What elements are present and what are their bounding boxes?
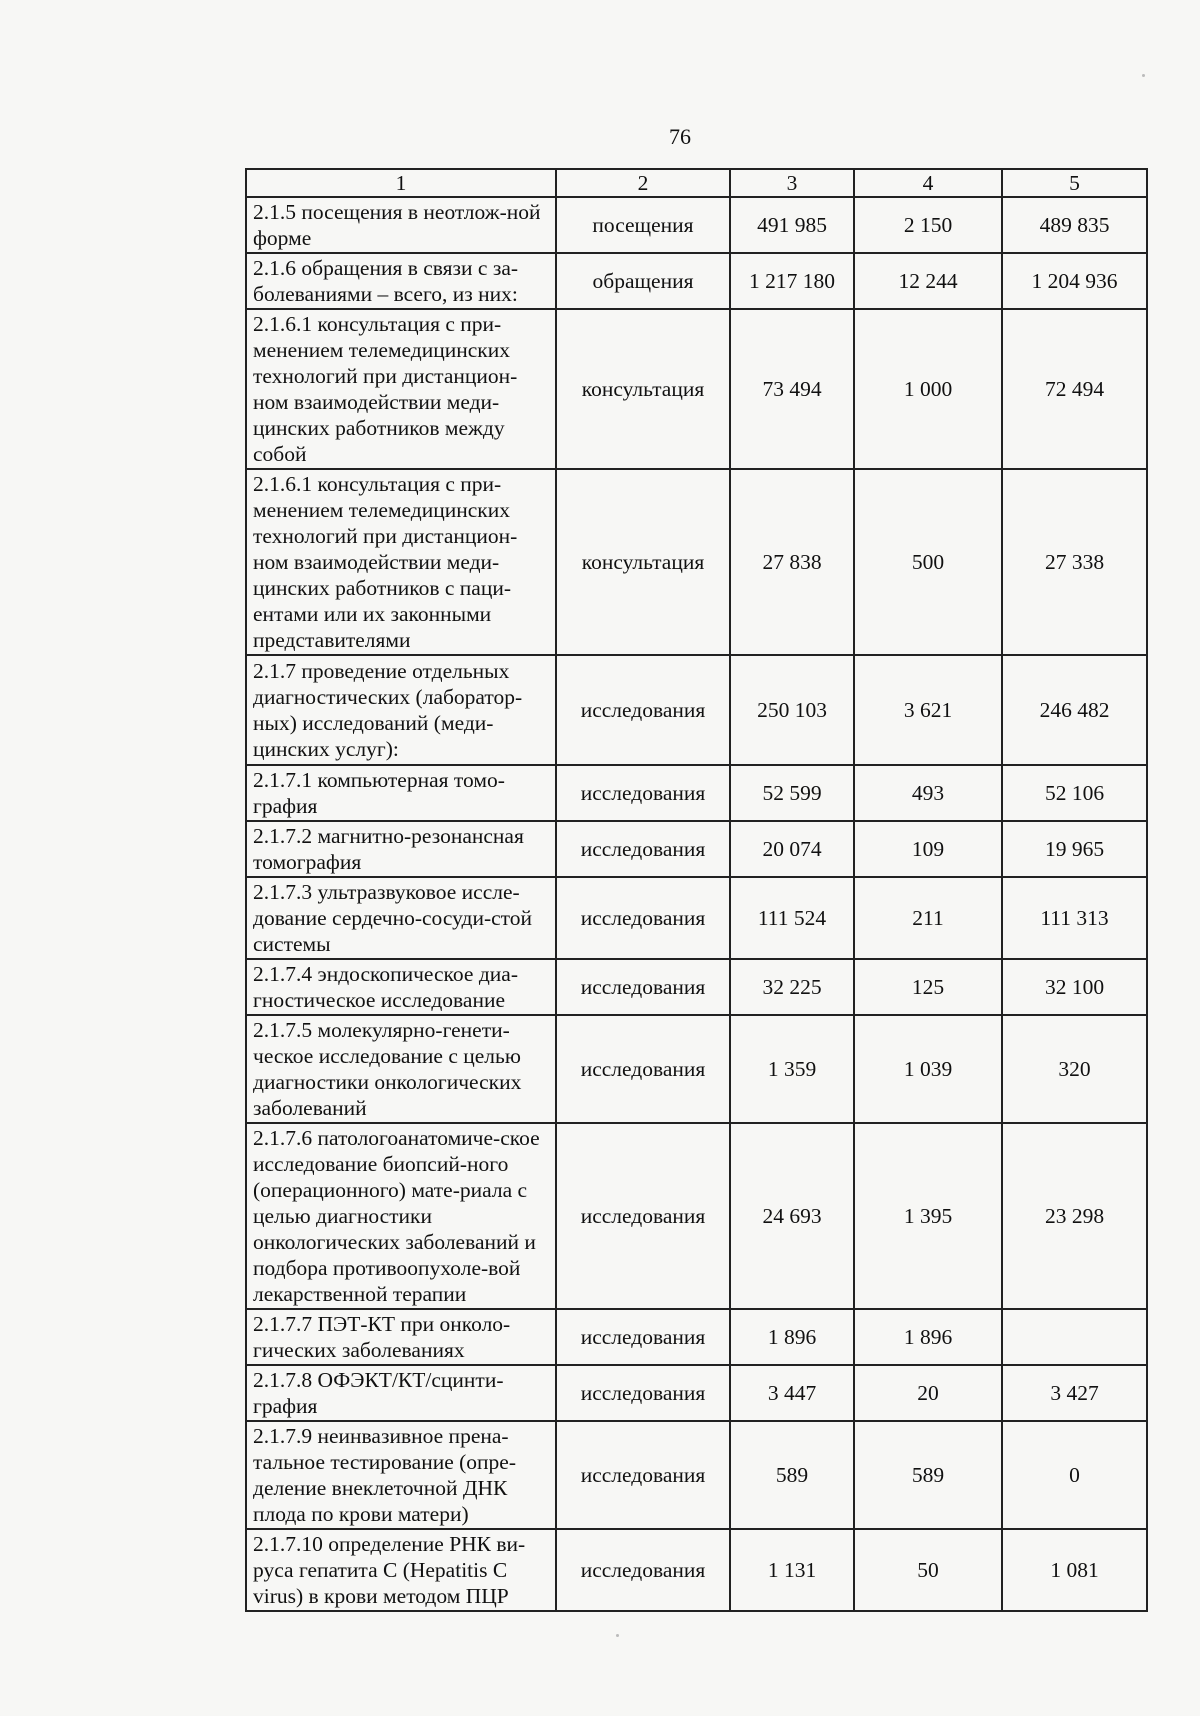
row-name-cell: 2.1.6.1 консультация с при-менением телемедицинских технологий при дистанцион-ном взаимодействии меди-цинских работников между собой bbox=[246, 309, 556, 469]
row-name-cell: 2.1.7 проведение отдельных диагностических (лаборатор-ных) исследований (меди-цинских услуг): bbox=[246, 655, 556, 765]
row-name-cell: 2.1.7.7 ПЭТ-КТ при онколо-гических заболеваниях bbox=[246, 1309, 556, 1365]
row-unit-cell: исследования bbox=[556, 1365, 730, 1421]
table-row bbox=[246, 197, 1147, 253]
row-name-cell: 2.1.7.8 ОФЭКТ/КТ/сцинти-графия bbox=[246, 1365, 556, 1421]
row-value-col3: 52 599 bbox=[730, 765, 854, 821]
table-header-row bbox=[246, 169, 1147, 197]
row-unit-cell: исследования bbox=[556, 821, 730, 877]
row-name-cell: 2.1.7.4 эндоскопическое диа-гностическое исследование bbox=[246, 959, 556, 1015]
row-unit-cell: исследования bbox=[556, 765, 730, 821]
header-cell: 1 bbox=[246, 169, 556, 197]
row-value-col4: 3 621 bbox=[854, 655, 1002, 765]
header-cell: 5 bbox=[1002, 169, 1147, 197]
row-value-col5: 1 204 936 bbox=[1002, 253, 1147, 309]
services-table bbox=[245, 168, 1148, 1612]
row-value-col3: 1 131 bbox=[730, 1529, 854, 1611]
table-row bbox=[246, 309, 1147, 469]
row-unit-cell: исследования bbox=[556, 877, 730, 959]
row-value-col3: 27 838 bbox=[730, 469, 854, 655]
row-value-col5: 0 bbox=[1002, 1421, 1147, 1529]
table-row bbox=[246, 1309, 1147, 1365]
row-value-col5: 1 081 bbox=[1002, 1529, 1147, 1611]
row-value-col5: 489 835 bbox=[1002, 197, 1147, 253]
row-unit-cell: исследования bbox=[556, 1309, 730, 1365]
row-value-col5: 72 494 bbox=[1002, 309, 1147, 469]
row-value-col3: 1 896 bbox=[730, 1309, 854, 1365]
row-value-col5: 320 bbox=[1002, 1015, 1147, 1123]
header-cell: 4 bbox=[854, 169, 1002, 197]
row-value-col4: 211 bbox=[854, 877, 1002, 959]
row-value-col5: 111 313 bbox=[1002, 877, 1147, 959]
row-value-col4: 1 395 bbox=[854, 1123, 1002, 1309]
scan-speck bbox=[616, 1634, 619, 1637]
table-row bbox=[246, 877, 1147, 959]
row-value-col4: 20 bbox=[854, 1365, 1002, 1421]
row-value-col4: 589 bbox=[854, 1421, 1002, 1529]
header-cell: 2 bbox=[556, 169, 730, 197]
table-row bbox=[246, 253, 1147, 309]
table-row bbox=[246, 655, 1147, 765]
row-name-cell: 2.1.7.1 компьютерная томо-графия bbox=[246, 765, 556, 821]
row-value-col3: 73 494 bbox=[730, 309, 854, 469]
table-row bbox=[246, 1015, 1147, 1123]
row-name-cell: 2.1.6.1 консультация с при-менением телемедицинских технологий при дистанцион-ном взаимодействии меди-цинских работников с паци-ентами или их законными представителями bbox=[246, 469, 556, 655]
row-value-col4: 109 bbox=[854, 821, 1002, 877]
row-value-col3: 1 359 bbox=[730, 1015, 854, 1123]
row-value-col4: 493 bbox=[854, 765, 1002, 821]
table-row bbox=[246, 469, 1147, 655]
row-name-cell: 2.1.7.5 молекулярно-генети-ческое исследование с целью диагностики онкологических заболеваний bbox=[246, 1015, 556, 1123]
row-name-cell: 2.1.6 обращения в связи с за-болеваниями – всего, из них: bbox=[246, 253, 556, 309]
table-row bbox=[246, 1123, 1147, 1309]
row-unit-cell: исследования bbox=[556, 1015, 730, 1123]
row-unit-cell: исследования bbox=[556, 1123, 730, 1309]
row-unit-cell: исследования bbox=[556, 655, 730, 765]
row-unit-cell: консультация bbox=[556, 309, 730, 469]
row-value-col5: 27 338 bbox=[1002, 469, 1147, 655]
page-number: 76 bbox=[669, 124, 691, 149]
table-row bbox=[246, 765, 1147, 821]
row-value-col3: 24 693 bbox=[730, 1123, 854, 1309]
row-unit-cell: посещения bbox=[556, 197, 730, 253]
row-unit-cell: обращения bbox=[556, 253, 730, 309]
row-unit-cell: исследования bbox=[556, 1421, 730, 1529]
row-unit-cell: консультация bbox=[556, 469, 730, 655]
row-name-cell: 2.1.7.9 неинвазивное прена-тальное тестирование (опре-деление внеклеточной ДНК плода по крови матери) bbox=[246, 1421, 556, 1529]
row-value-col3: 589 bbox=[730, 1421, 854, 1529]
row-value-col4: 1 000 bbox=[854, 309, 1002, 469]
table-body bbox=[246, 169, 1147, 1611]
row-name-cell: 2.1.7.10 определение РНК ви-руса гепатита C (Hepatitis C virus) в крови методом ПЦР bbox=[246, 1529, 556, 1611]
row-unit-cell: исследования bbox=[556, 1529, 730, 1611]
row-value-col4: 2 150 bbox=[854, 197, 1002, 253]
row-name-cell: 2.1.7.3 ультразвуковое иссле-дование сердечно-сосуди-стой системы bbox=[246, 877, 556, 959]
row-value-col4: 500 bbox=[854, 469, 1002, 655]
row-value-col5: 19 965 bbox=[1002, 821, 1147, 877]
row-value-col5: 246 482 bbox=[1002, 655, 1147, 765]
scan-speck bbox=[1142, 74, 1145, 77]
row-value-col4: 12 244 bbox=[854, 253, 1002, 309]
row-name-cell: 2.1.7.6 патологоанатомиче-ское исследование биопсий-ного (операционного) мате-риала с целью диагностики онкологических заболеваний и подбора противоопухоле-вой лекарственной терапии bbox=[246, 1123, 556, 1309]
row-value-col3: 250 103 bbox=[730, 655, 854, 765]
row-value-col4: 1 039 bbox=[854, 1015, 1002, 1123]
row-value-col5: 32 100 bbox=[1002, 959, 1147, 1015]
row-value-col5: 52 106 bbox=[1002, 765, 1147, 821]
row-value-col4: 1 896 bbox=[854, 1309, 1002, 1365]
row-value-col5 bbox=[1002, 1309, 1147, 1365]
table-row bbox=[246, 1529, 1147, 1611]
row-value-col4: 125 bbox=[854, 959, 1002, 1015]
row-value-col3: 3 447 bbox=[730, 1365, 854, 1421]
row-name-cell: 2.1.5 посещения в неотлож-ной форме bbox=[246, 197, 556, 253]
row-value-col5: 23 298 bbox=[1002, 1123, 1147, 1309]
row-value-col3: 1 217 180 bbox=[730, 253, 854, 309]
row-value-col5: 3 427 bbox=[1002, 1365, 1147, 1421]
row-value-col3: 32 225 bbox=[730, 959, 854, 1015]
row-name-cell: 2.1.7.2 магнитно-резонансная томография bbox=[246, 821, 556, 877]
row-value-col4: 50 bbox=[854, 1529, 1002, 1611]
table-row bbox=[246, 959, 1147, 1015]
table-row bbox=[246, 1421, 1147, 1529]
table-row bbox=[246, 1365, 1147, 1421]
header-cell: 3 bbox=[730, 169, 854, 197]
row-unit-cell: исследования bbox=[556, 959, 730, 1015]
row-value-col3: 20 074 bbox=[730, 821, 854, 877]
row-value-col3: 491 985 bbox=[730, 197, 854, 253]
table-row bbox=[246, 821, 1147, 877]
row-value-col3: 111 524 bbox=[730, 877, 854, 959]
